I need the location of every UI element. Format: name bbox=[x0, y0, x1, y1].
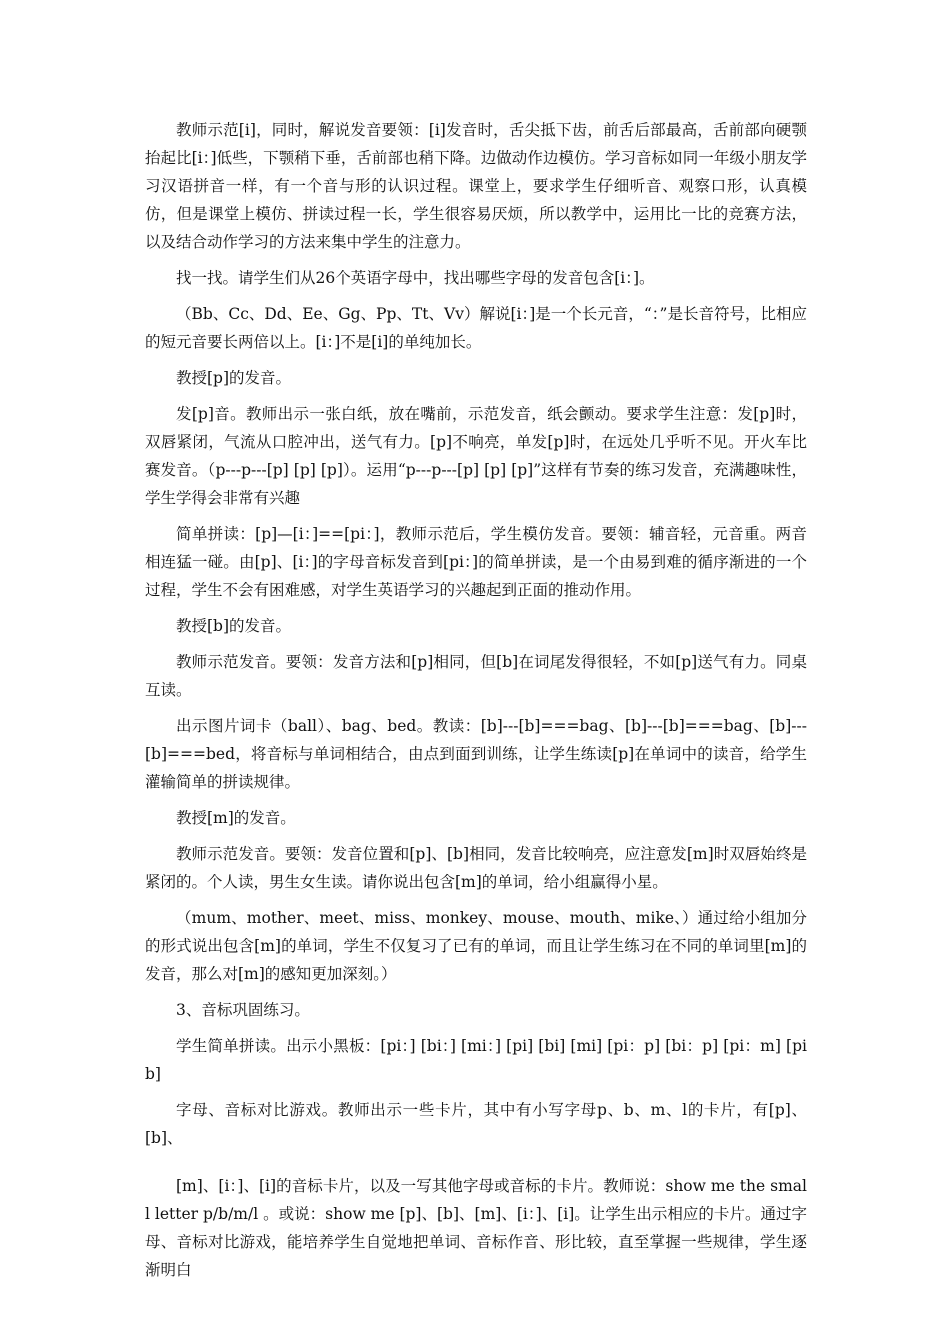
heading-teach-p: 教授[p]的发音。 bbox=[176, 369, 292, 387]
document-body bbox=[145, 116, 807, 1292]
paragraph-find-letters: 找一找。请学生们从26个英语字母中，找出哪些字母的发音包含[i：]。 bbox=[176, 269, 655, 287]
paragraph-teacher-demo-i: 教师示范[i]，同时，解说发音要领：[i]发音时，舌尖抵下齿，前舌后部最高，舌前部向硬颚抬起比[i：]低些，下颚稍下垂，舌前部也稍下降。边做动作边模仿。学习音标如同一年级小朋友学习汉语拼音一样，有一个音与形的认识过程。课堂上，要求学生仔细听音、观察口形，认真模仿，但是课堂上模仿、拼读过程一长，学生很容易厌烦，所以教学中，运用比一比的竞赛方法，以及结合动作学习的方法来集中学生的注意力。 bbox=[145, 121, 807, 251]
paragraph-m-words: （mum、mother、meet、miss、monkey、mouse、mouth、mike、）通过给小组加分的形式说出包含[m]的单词，学生不仅复习了已有的单词，而且让学生练习在不同的单词里[m]的发音，那么对[m]的感知更加深刻。） bbox=[145, 909, 807, 983]
paragraph-card-game: 字母、音标对比游戏。教师出示一些卡片，其中有小写字母p、b、m、l的卡片，有[p]、[b]、 bbox=[145, 1101, 807, 1147]
paragraph-card-game-continued: [m]、[i：]、[i]的音标卡片，以及一写其他字母或音标的卡片。教师说：show me the small letter p/b/m/l 。或说：show me [p]、[b]、[m]、[i：]、[i]。让学生出示相应的卡片。通过字母、音标对比游戏，能培养学生自觉地把单词、音标作音、形比较，直至掌握一些规律，学生逐渐明白 bbox=[145, 1177, 807, 1279]
paragraph-blackboard: 学生简单拼读。出示小黑板：[pi：] [bi：] [mi：] [pi] [bi] [mi] [pi：p] [bi：p] [pi：m] [pib] bbox=[145, 1037, 807, 1083]
paragraph-word-cards: 出示图片词卡（ball）、bag、bed。教读：[b]---[b]===bag、[b]---[b]===bag、[b]---[b]===bed，将音标与单词相结合，由点到面到训练，让学生练读[p]在单词中的读音，给学生灌输简单的拼读规律。 bbox=[145, 717, 807, 791]
paragraph-demo-m: 教师示范发音。要领：发音位置和[p]、[b]相同，发音比较响亮，应注意发[m]时双唇始终是紧闭的。个人读，男生女生读。请你说出包含[m]的单词，给小组赢得小星。 bbox=[145, 845, 807, 891]
paragraph-pronounce-p: 发[p]音。教师出示一张白纸，放在嘴前，示范发音，纸会颤动。要求学生注意：发[p]时，双唇紧闭，气流从口腔冲出，送气有力。[p]不响亮，单发[p]时，在远处几乎听不见。开火车比赛发音。（p---p---[p] [p] [p]）。运用“p---p---[p] [p] [p]”这样有节奏的练习发音，充满趣味性，学生学得会非常有兴趣 bbox=[145, 405, 807, 507]
heading-teach-b: 教授[b]的发音。 bbox=[176, 617, 292, 635]
heading-practice: 3、音标巩固练习。 bbox=[176, 1001, 310, 1019]
paragraph-simple-blending: 简单拼读：[p]—[i：]==[pi：]，教师示范后，学生模仿发音。要领：辅音轻，元音重。两音相连猛一碰。由[p]、[i：]的字母音标发音到[pi：]的简单拼读，是一个由易到难的循序渐进的一个过程，学生不会有困难感，对学生英语学习的兴趣起到正面的推动作用。 bbox=[145, 525, 807, 599]
paragraph-long-vowel: （Bb、Cc、Dd、Ee、Gg、Pp、Tt、Vv）解说[i：]是一个长元音，“：”是长音符号，比相应的短元音要长两倍以上。[i：]不是[i]的单纯加长。 bbox=[145, 305, 807, 351]
paragraph-demo-b: 教师示范发音。要领：发音方法和[p]相同，但[b]在词尾发得很轻，不如[p]送气有力。同桌互读。 bbox=[145, 653, 807, 699]
heading-teach-m: 教授[m]的发音。 bbox=[176, 809, 296, 827]
